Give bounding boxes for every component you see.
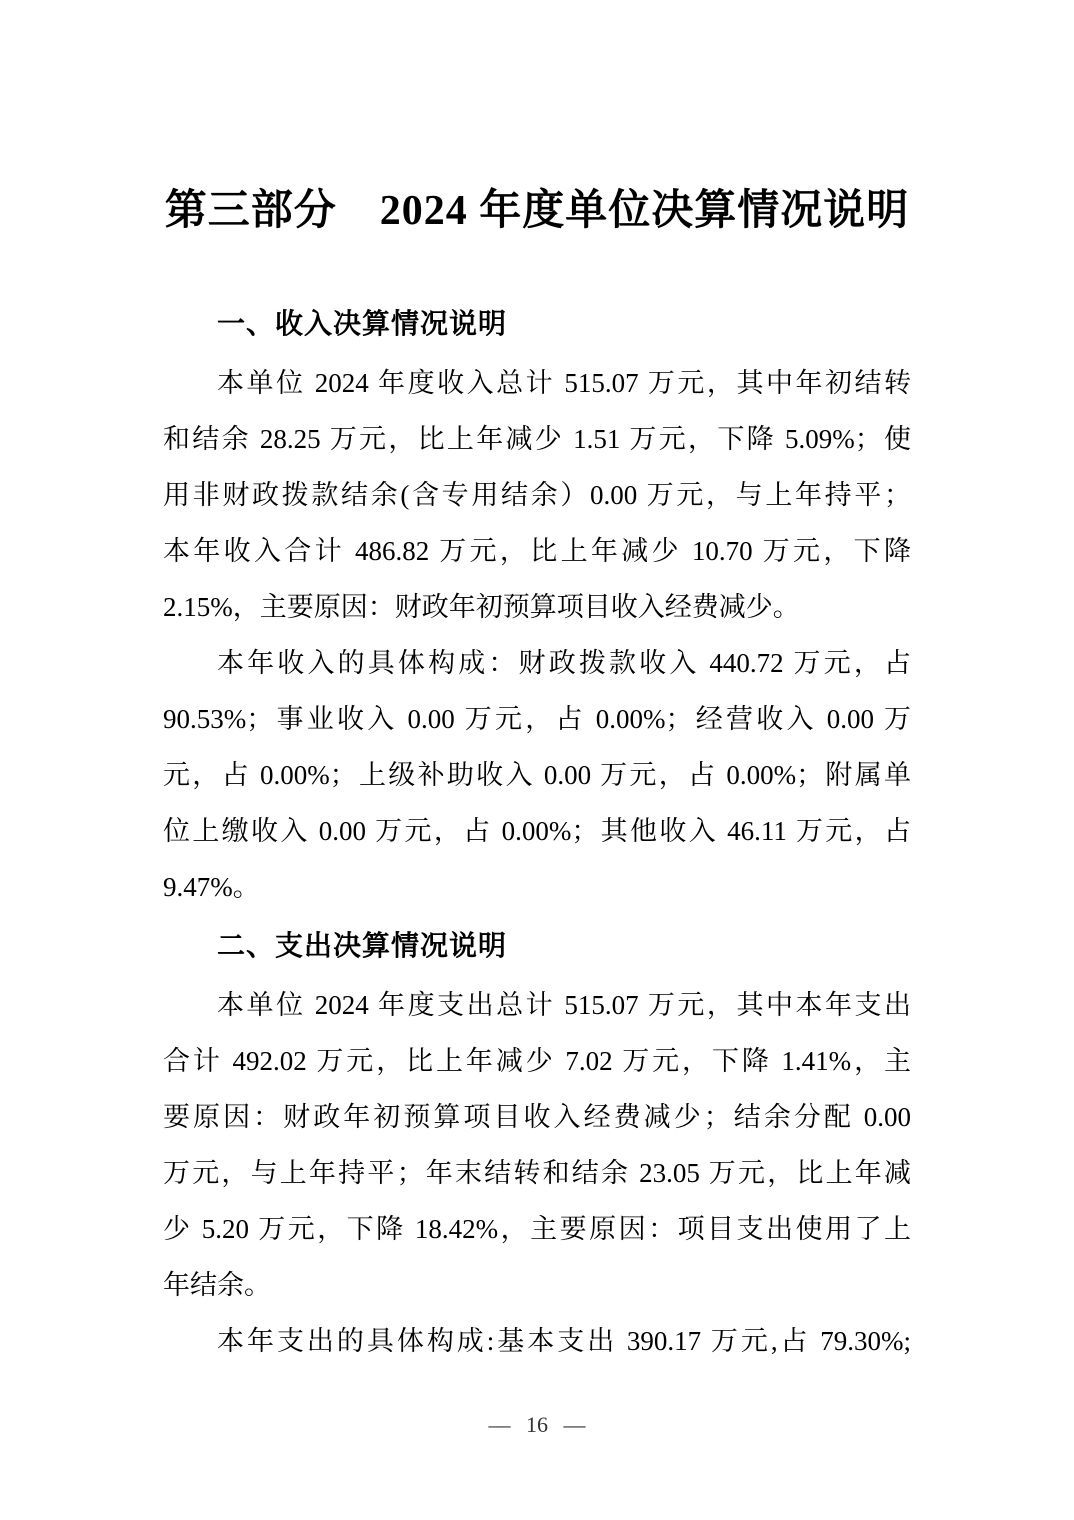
text-line: 位上缴收入 0.00 万元，占 0.00%；其他收入 46.11 万元，占 <box>163 816 911 846</box>
text-line: 合计 492.02 万元，比上年减少 7.02 万元，下降 1.41%，主 <box>163 1046 911 1076</box>
page-number: — 16 — <box>488 1412 586 1437</box>
text-line: 要原因：财政年初预算项目收入经费减少；结余分配 0.00 <box>163 1102 911 1132</box>
document-body <box>163 293 911 1369</box>
text-line: 2.15%，主要原因：财政年初预算项目收入经费减少。 <box>163 592 800 622</box>
paragraph-income-summary <box>163 355 911 635</box>
text-line: 万元，与上年持平；年末结转和结余 23.05 万元，比上年减 <box>163 1158 911 1188</box>
text-line: 本年支出的具体构成:基本支出 390.17 万元,占 79.30%; <box>217 1326 911 1356</box>
text-line: 9.47%。 <box>163 872 260 902</box>
text-line: 本年收入合计 486.82 万元，比上年减少 10.70 万元，下降 <box>163 536 911 566</box>
text-line: 本单位 2024 年度收入总计 515.07 万元，其中年初结转 <box>217 368 911 398</box>
text-line: 用非财政拨款结余(含专用结余）0.00 万元，与上年持平； <box>163 480 911 510</box>
paragraph-expenditure-summary <box>163 977 911 1313</box>
text-line: 90.53%；事业收入 0.00 万元，占 0.00%；经营收入 0.00 万 <box>163 704 911 734</box>
paragraph-income-composition <box>163 635 911 915</box>
document-title: 第三部分 2024 年度单位决算情况说明 <box>164 188 910 234</box>
text-line: 少 5.20 万元，下降 18.42%，主要原因：项目支出使用了上 <box>163 1214 911 1244</box>
text-line: 元，占 0.00%；上级补助收入 0.00 万元，占 0.00%；附属单 <box>163 760 911 790</box>
section-heading-expenditure: 二、支出决算情况说明 <box>217 929 508 962</box>
text-line: 年结余。 <box>163 1270 271 1300</box>
section-heading-income: 一、收入决算情况说明 <box>217 307 508 340</box>
text-line: 和结余 28.25 万元，比上年减少 1.51 万元，下降 5.09%；使 <box>163 424 911 454</box>
text-line: 本单位 2024 年度支出总计 515.07 万元，其中本年支出 <box>217 990 911 1020</box>
text-line: 本年收入的具体构成：财政拨款收入 440.72 万元，占 <box>217 648 911 678</box>
paragraph-expenditure-composition <box>163 1313 911 1369</box>
